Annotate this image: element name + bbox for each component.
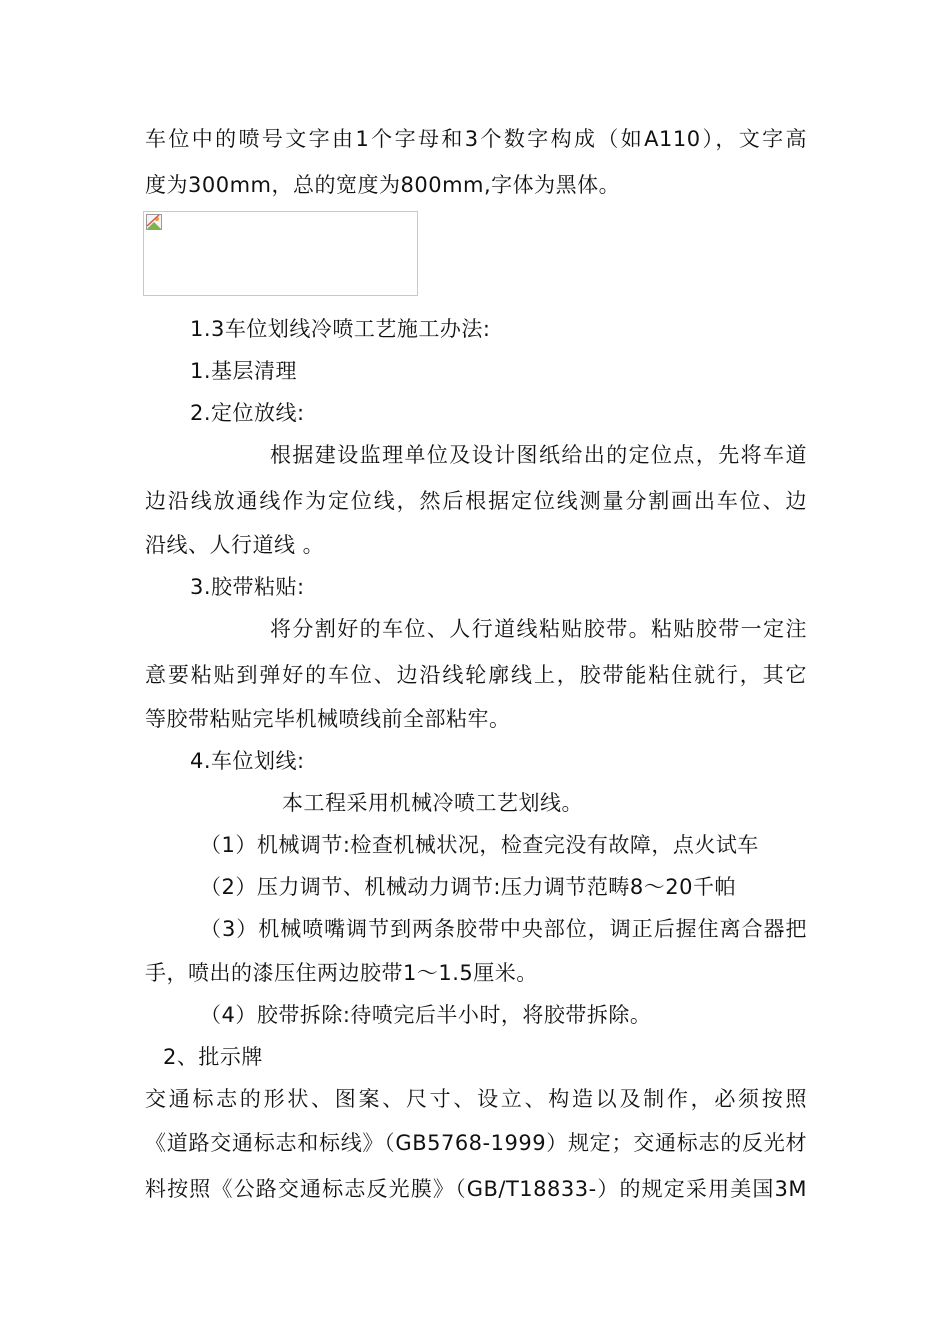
broken-image-icon	[146, 214, 162, 230]
step-3-text-1: 将分割好的车位、人行道线粘贴胶带。粘贴胶带一定注	[270, 617, 807, 641]
line-2: 度为300mm，总的宽度为800mm,字体为黑体。	[145, 173, 621, 197]
step-2-text-1: 根据建设监理单位及设计图纸给出的定位点，先将车道	[270, 443, 807, 467]
section-2-heading: 2、批示牌	[163, 1045, 263, 1069]
section-2-text-2: 《道路交通标志和标线》（GB5768-1999）规定；交通标志的反光材	[145, 1131, 807, 1155]
step-1-heading: 1.基层清理	[190, 359, 298, 383]
step-4-item-4: （4）胶带拆除:待喷完后半小时，将胶带拆除。	[200, 1003, 652, 1027]
step-3-text-3: 等胶带粘贴完毕机械喷线前全部粘牢。	[145, 707, 511, 731]
section-heading: 1.3车位划线冷喷工艺施工办法:	[190, 317, 491, 341]
step-4-item-1: （1）机械调节:检查机械状况，检查完没有故障，点火试车	[200, 833, 759, 857]
step-4-item-3-cont: 手，喷出的漆压住两边胶带1～1.5厘米。	[145, 961, 538, 985]
step-4-text: 本工程采用机械冷喷工艺划线。	[282, 791, 583, 815]
step-4-heading: 4.车位划线:	[190, 749, 305, 773]
step-4-item-3: （3）机械喷嘴调节到两条胶带中央部位，调正后握住离合器把	[200, 917, 807, 941]
step-3-text-2: 意要粘贴到弹好的车位、边沿线轮廓线上，胶带能粘住就行，其它	[145, 663, 807, 687]
step-2-heading: 2.定位放线:	[190, 401, 305, 425]
step-2-text-2: 边沿线放通线作为定位线，然后根据定位线测量分割画出车位、边	[145, 489, 807, 513]
section-2-text-1: 交通标志的形状、图案、尺寸、设立、构造以及制作，必须按照	[145, 1087, 807, 1111]
image-placeholder	[143, 211, 418, 296]
step-3-heading: 3.胶带粘贴:	[190, 575, 305, 599]
line-1: 车位中的喷号文字由1个字母和3个数字构成（如A110），文字高	[145, 127, 807, 151]
section-2-text-3: 料按照《公路交通标志反光膜》（GB/T18833-）的规定采用美国3M	[145, 1177, 807, 1201]
step-2-text-3: 沿线、人行道线 。	[145, 533, 325, 557]
step-4-item-2: （2）压力调节、机械动力调节:压力调节范畴8～20千帕	[200, 875, 737, 899]
